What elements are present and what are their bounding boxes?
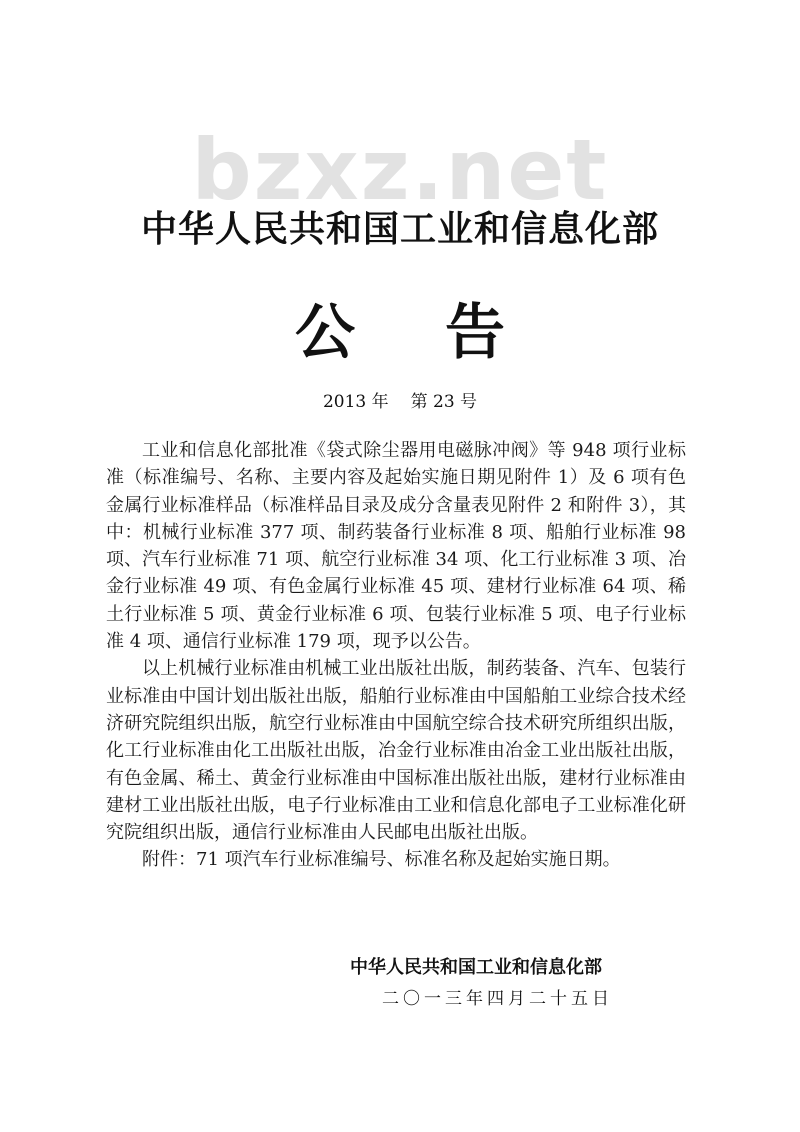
- watermark: bzxz.net: [191, 121, 609, 219]
- body-paragraph-attachment: 附件：71 项汽车行业标准编号、标准名称及起始实施日期。: [142, 849, 621, 871]
- document-type-heading: [0, 300, 800, 366]
- doc-type-char-1: 公: [295, 298, 355, 368]
- doc-type-char-2: 告: [445, 298, 505, 368]
- body-paragraph-publishers: 以上机械行业标准由机械工业出版社出版，制药装备、汽车、包装行业标准由中国计划出版社出版，船舶行业标准由中国船舶工业综合技术经济研究院组织出版，航空行业标准由中国航空综合技术研究所组织出版，化工行业标准由化工出版社出版，冶金行业标准由冶金工业出版社出版，有色金属、稀土、黄金行业标准由中国标准出版社出版，建材行业标准由建材工业出版社出版，电子行业标准由工业和信息化部电子工业标准化研究院组织出版，通信行业标准由人民邮电出版社出版。: [106, 658, 686, 844]
- signature-organization: 中华人民共和国工业和信息化部: [350, 957, 602, 978]
- doc-year: 2013 年: [322, 392, 389, 412]
- body-paragraph-approval: 工业和信息化部批准《袋式除尘器用电磁脉冲阀》等 948 项行业标准（标准编号、名称、主要内容及起始实施日期见附件 1）及 6 项有色金属行业标准样品（标准样品目录及成分含量表见附件 2 和附件 3），其中：机械行业标准 377 项、制药装备行业标准 8 项、船舶行业标准 98 项、汽车行业标准 71 项、航空行业标准 34 项、化工行业标准 3 项、冶金行业标准 49 项、有色金属行业标准 45 项、建材行业标准 64 项、稀土行业标准 5 项、黄金行业标准 6 项、包装行业标准 5 项、电子行业标准 4 项、通信行业标准 179 项，现予以公告。: [106, 440, 686, 653]
- signature-date: 二〇一三年四月二十五日: [382, 989, 613, 1009]
- document-number: [0, 387, 800, 412]
- announcement-body: [106, 437, 686, 874]
- ministry-title: 中华人民共和国工业和信息化部: [140, 209, 659, 250]
- doc-issue-number: 第 23 号: [410, 392, 478, 412]
